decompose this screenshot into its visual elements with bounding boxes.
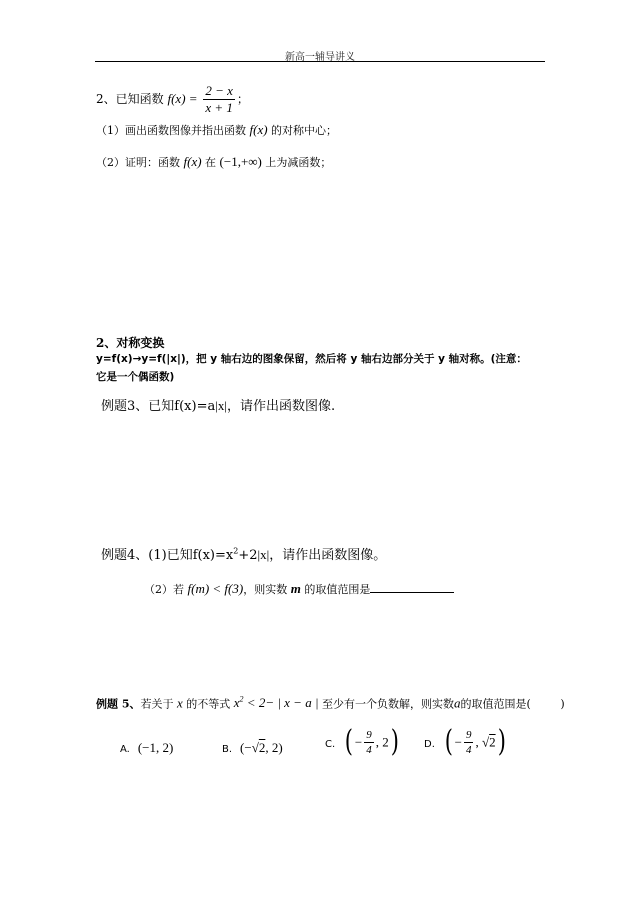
part-2-function: f(x) [183, 154, 202, 169]
option-c-num: 9 [366, 728, 372, 741]
abs-var: x [260, 547, 267, 562]
ineq-rest: < 2− | x − a | [243, 695, 319, 711]
example-5-text-d: 的取值范围是( [460, 697, 531, 711]
part-2-text: （2）证明：函数 [96, 156, 180, 169]
option-c-fraction [364, 729, 374, 756]
var-a: a [454, 695, 461, 711]
example-5-label: 例题 5、 [96, 697, 141, 711]
part-1-end: 的对称中心； [271, 124, 338, 137]
part-2-inequality: f(m) < f(3) [187, 581, 244, 596]
option-b-sqrt: 2 [258, 740, 266, 755]
ineq-exponent: 2 [239, 695, 244, 704]
option-a-value: (−1, 2) [137, 740, 174, 755]
part-2-variable: m [290, 581, 301, 596]
statement-end: ； [236, 92, 249, 106]
option-d-sqrt: 2 [489, 734, 496, 750]
option-c-label: C. [325, 738, 336, 750]
option-d-sqrt-wrap: √2 [481, 734, 496, 750]
example-4-text-a: (1)已知f(x)=x [148, 548, 234, 563]
function-fraction [203, 84, 235, 115]
problem-2-statement [96, 84, 249, 115]
option-d-fraction [464, 729, 474, 756]
big-paren-close: ) [497, 724, 506, 759]
option-c-rest: , 2 [375, 734, 389, 750]
part-2-tail: 的取值范围是 [304, 583, 371, 596]
example-5-text-a: 若关于 [140, 697, 174, 711]
abs-var: x [217, 398, 225, 413]
option-d-mid: , [475, 734, 482, 750]
part-2-mid: ，则实数 [243, 583, 288, 596]
big-paren-open: ( [344, 724, 354, 759]
example-4-part-2 [144, 580, 454, 597]
option-b-value: (−√2, 2) [240, 740, 283, 755]
answer-blank[interactable] [370, 580, 454, 593]
function-name: f(x) = [167, 91, 198, 106]
option-b[interactable] [222, 737, 283, 756]
part-2-mid: 在 [205, 156, 217, 169]
big-paren-open: ( [444, 724, 453, 759]
example-3-text-a: 已知f(x)=a [148, 399, 216, 414]
section-title: 2、对称变换 [96, 336, 165, 350]
example-5 [96, 695, 565, 711]
option-d[interactable] [424, 724, 507, 759]
problem-2-part-1 [96, 122, 337, 138]
example-3 [101, 395, 335, 414]
option-c[interactable] [325, 724, 400, 759]
example-5-text-b: 的不等式 [186, 697, 231, 711]
example-4-text-c: ，请作出函数图像。 [269, 548, 387, 563]
example-3-label: 例题3、 [101, 399, 149, 414]
part-1-text: （1）画出函数图像并指出函数 [96, 124, 246, 137]
page-header: 新高一辅导讲义 [285, 52, 355, 63]
section-description-line-1: y=f(x)→y=f(|x|)，把 y 轴右边的图象保留，然后将 y 轴右边部分关于 y 轴对称。(注意： [96, 353, 527, 365]
header-rule [95, 61, 545, 62]
example-4-label: 例题4、 [101, 548, 149, 563]
example-4-text-b: +2 [238, 548, 258, 563]
problem-2-part-2 [96, 154, 331, 170]
big-paren-close: ) [390, 724, 399, 759]
part-2-interval: (−1,+∞) [219, 154, 262, 169]
option-b-rest: , 2) [265, 740, 283, 755]
ineq-base: x [233, 695, 240, 711]
option-b-label: B. [222, 744, 233, 755]
option-d-neg: − [454, 734, 462, 750]
option-c-neg: − [354, 734, 363, 750]
part-1-function: f(x) [249, 122, 268, 137]
absolute-value: |x| [257, 547, 270, 562]
fraction-numerator: 2 − x [205, 83, 233, 98]
option-a-label: A. [120, 744, 130, 755]
option-d-den: 4 [465, 743, 472, 756]
part-2-lead: （2）若 [144, 583, 184, 596]
section-description-line-2: 它是一个偶函数) [96, 371, 175, 383]
absolute-value: |x| [215, 398, 227, 413]
option-d-label: D. [424, 738, 435, 750]
example-3-text-b: ，请作出函数图像. [226, 399, 336, 414]
example-4-exponent: 2 [233, 546, 239, 556]
example-4 [101, 544, 386, 563]
option-b-open: (− [240, 740, 252, 755]
example-5-close: ) [560, 697, 565, 711]
option-a[interactable] [120, 737, 173, 756]
problem-number: 2、 [96, 92, 116, 106]
part-2-end: 上为减函数； [265, 156, 332, 169]
option-d-num: 9 [465, 728, 472, 741]
fraction-denominator: x + 1 [205, 100, 233, 115]
problem-intro: 已知函数 [115, 92, 164, 106]
example-5-text-c: 至少有一个负数解，则实数 [322, 697, 455, 711]
inequality [234, 695, 319, 710]
var-x: x [176, 695, 183, 711]
option-c-den: 4 [366, 743, 372, 756]
